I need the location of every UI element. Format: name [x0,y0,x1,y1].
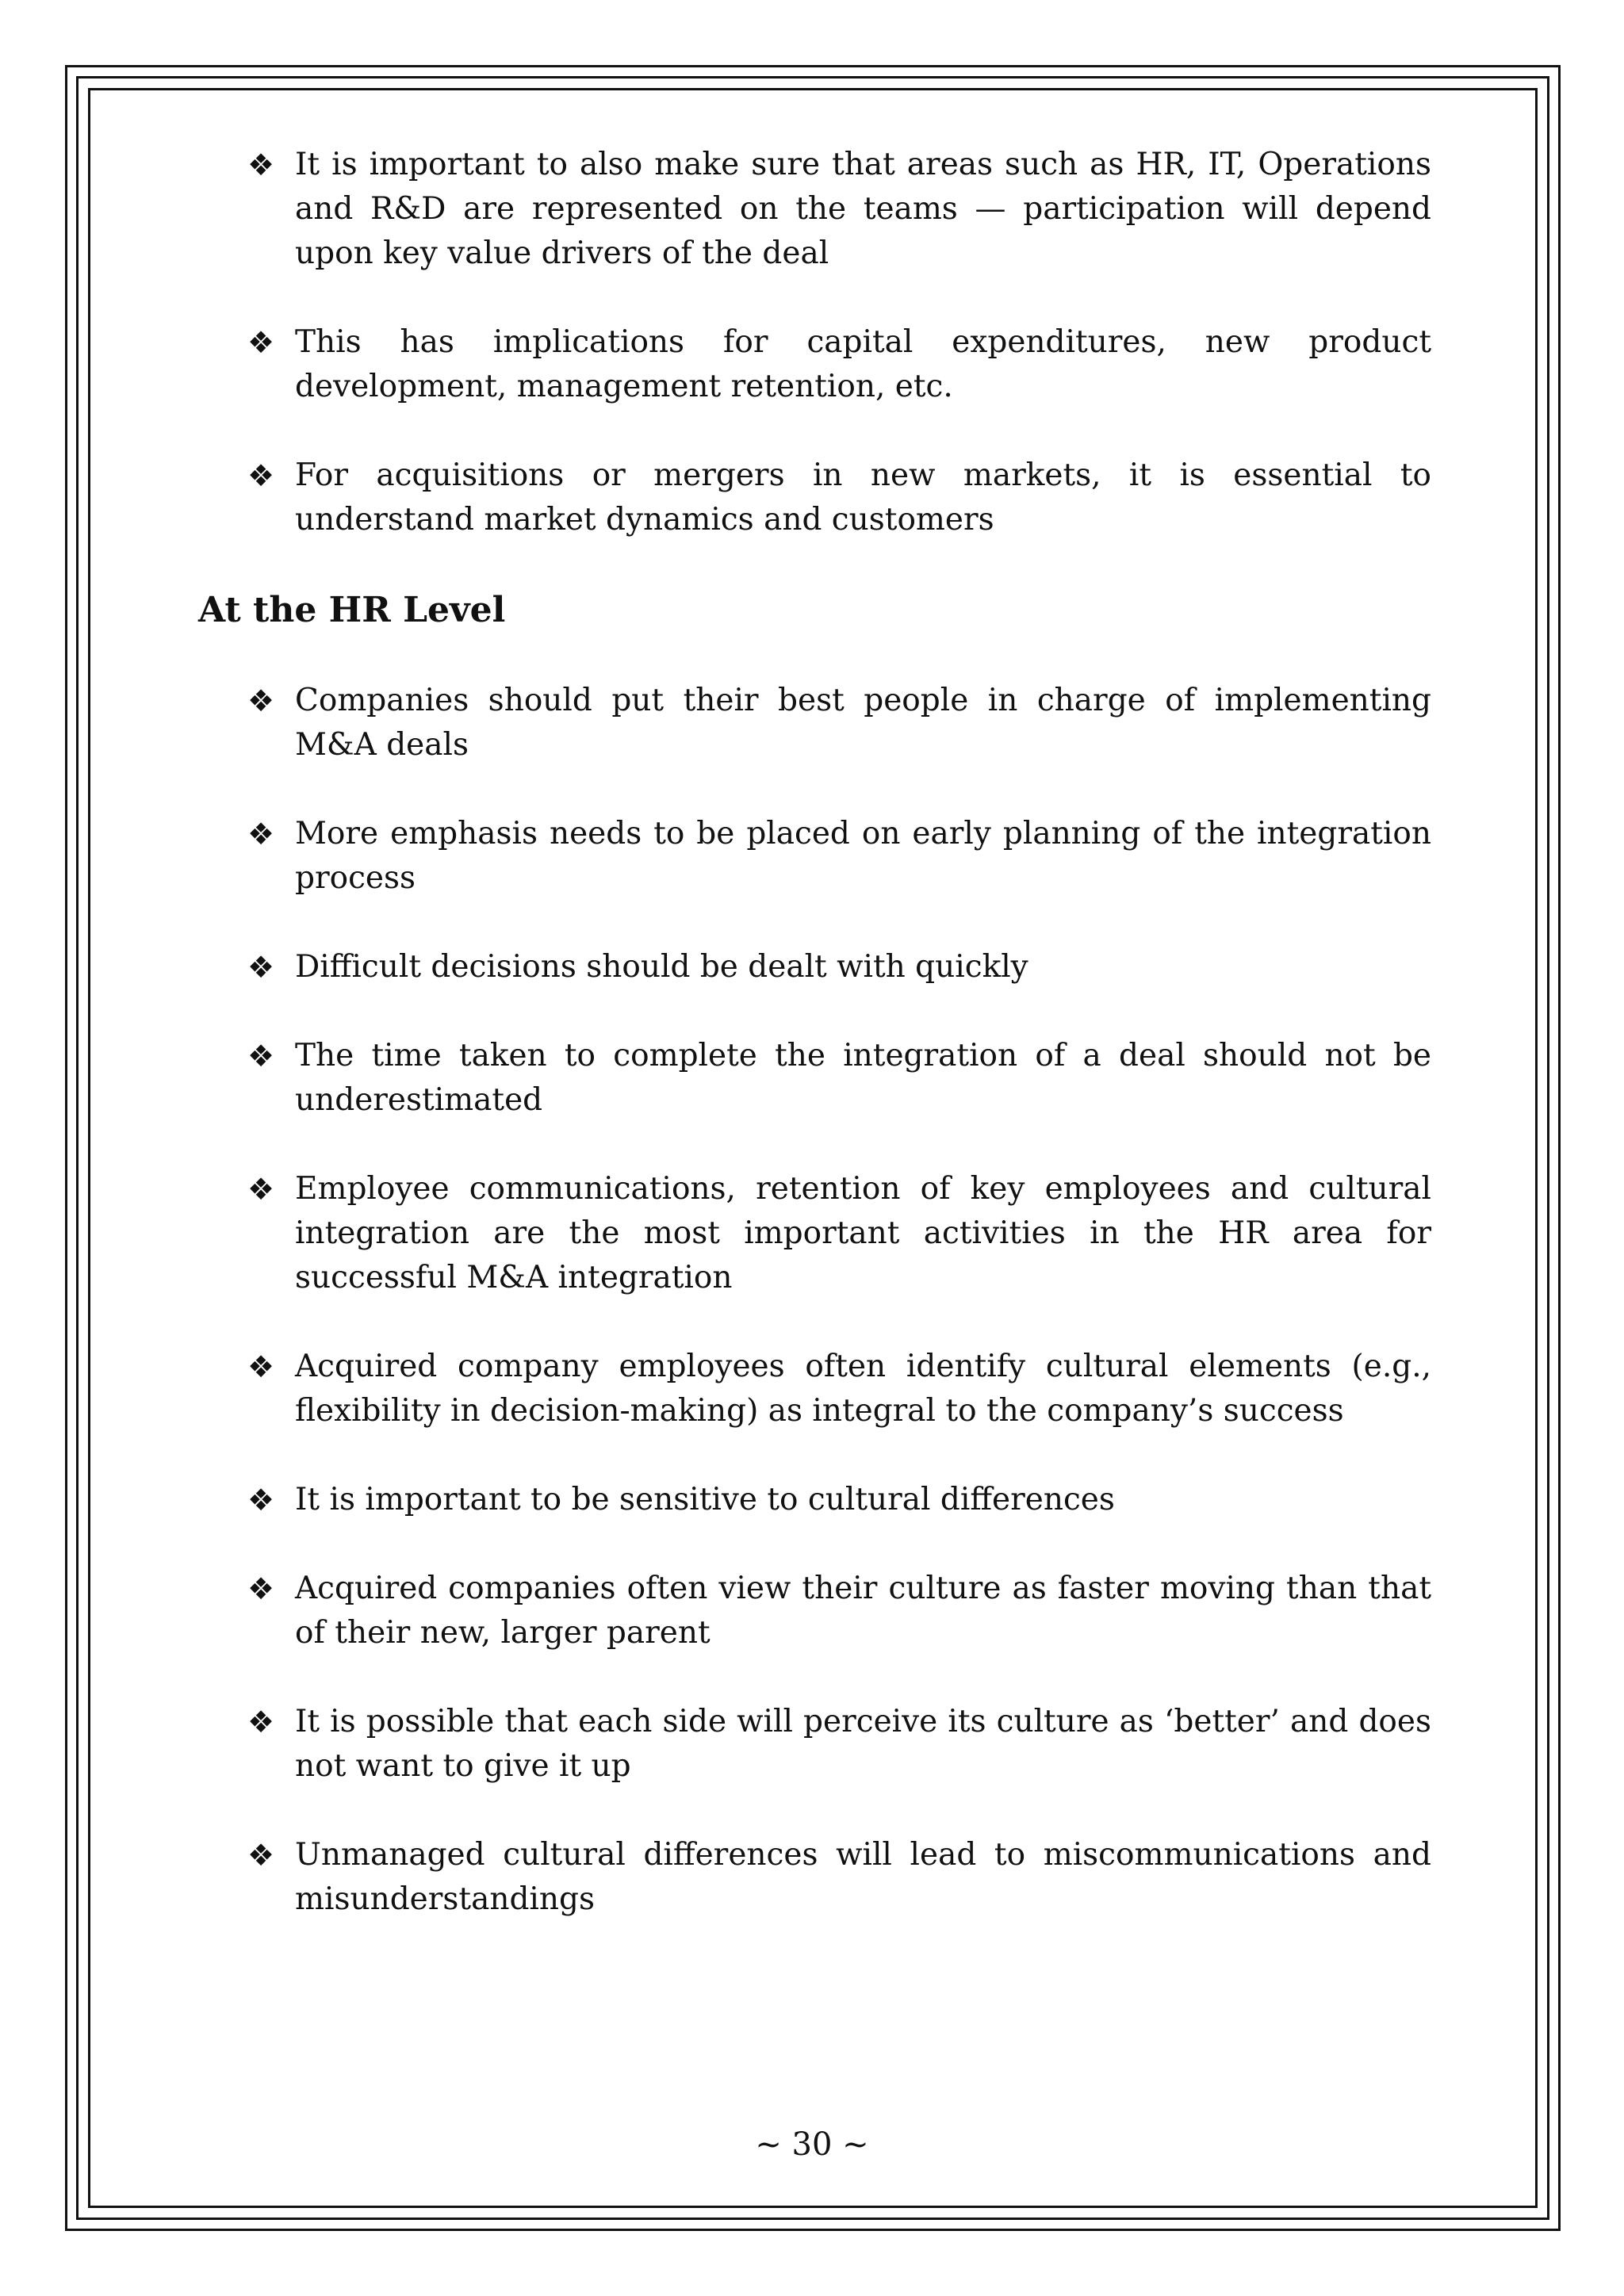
list-item [198,1833,1431,1922]
list-item [198,1478,1431,1522]
list-item [198,1034,1431,1123]
list-item [198,945,1431,989]
section-heading: At the HR Level [198,590,506,630]
four-diamond-bullet-icon: ❖ [247,817,275,851]
list-item [198,453,1431,542]
list-item [198,812,1431,901]
bullet-text: Unmanaged cultural differences will lead to miscommunications and misunderstandings [295,1837,1431,1917]
four-diamond-bullet-icon: ❖ [247,683,275,718]
list-item [198,1167,1431,1300]
bullet-text: Acquired companies often view their culture as faster moving than that of their new, larger parent [295,1571,1431,1651]
bullet-text: Acquired company employees often identify cultural elements (e.g., flexibility in decision-making) as integral to the company’s success [295,1349,1431,1429]
bullet-text: For acquisitions or mergers in new markets, it is essential to understand market dynamics and customers [295,457,1431,538]
four-diamond-bullet-icon: ❖ [247,1483,275,1517]
list-item [198,320,1431,409]
four-diamond-bullet-icon: ❖ [247,1349,275,1384]
bullet-text: The time taken to complete the integration of a deal should not be underestimated [295,1038,1431,1118]
top-bullet-list [198,143,1431,542]
bullet-text: It is important to also make sure that areas such as HR, IT, Operations and R&D are represented on the teams — participation will depend upon key value drivers of the deal [295,147,1431,271]
list-item [198,1700,1431,1789]
hr-bullet-list [198,679,1431,1922]
list-item [198,679,1431,767]
four-diamond-bullet-icon: ❖ [247,147,275,182]
four-diamond-bullet-icon: ❖ [247,1705,275,1739]
four-diamond-bullet-icon: ❖ [247,1838,275,1873]
bullet-text: It is possible that each side will perceive its culture as ‘better’ and does not want to give it up [295,1704,1431,1784]
four-diamond-bullet-icon: ❖ [247,325,275,360]
bullet-text: Employee communications, retention of key employees and cultural integration are the most important activities in the HR area for successful M&A integration [295,1171,1431,1295]
bullet-text: This has implications for capital expenditures, new product development, management retention, etc. [295,324,1431,404]
list-item [198,1345,1431,1433]
four-diamond-bullet-icon: ❖ [247,1571,275,1606]
four-diamond-bullet-icon: ❖ [247,1172,275,1207]
list-item [198,143,1431,276]
bullet-text: More emphasis needs to be placed on early planning of the integration process [295,816,1431,896]
page-number: ~ 30 ~ [755,2126,869,2163]
bullet-text: Companies should put their best people in charge of implementing M&A deals [295,683,1431,763]
bullet-text: Difficult decisions should be dealt with quickly [295,949,1028,985]
list-item [198,1567,1431,1655]
bullet-text: It is important to be sensitive to cultural differences [295,1482,1115,1517]
page-content [198,143,1431,1966]
four-diamond-bullet-icon: ❖ [247,950,275,985]
four-diamond-bullet-icon: ❖ [247,458,275,493]
four-diamond-bullet-icon: ❖ [247,1039,275,1073]
